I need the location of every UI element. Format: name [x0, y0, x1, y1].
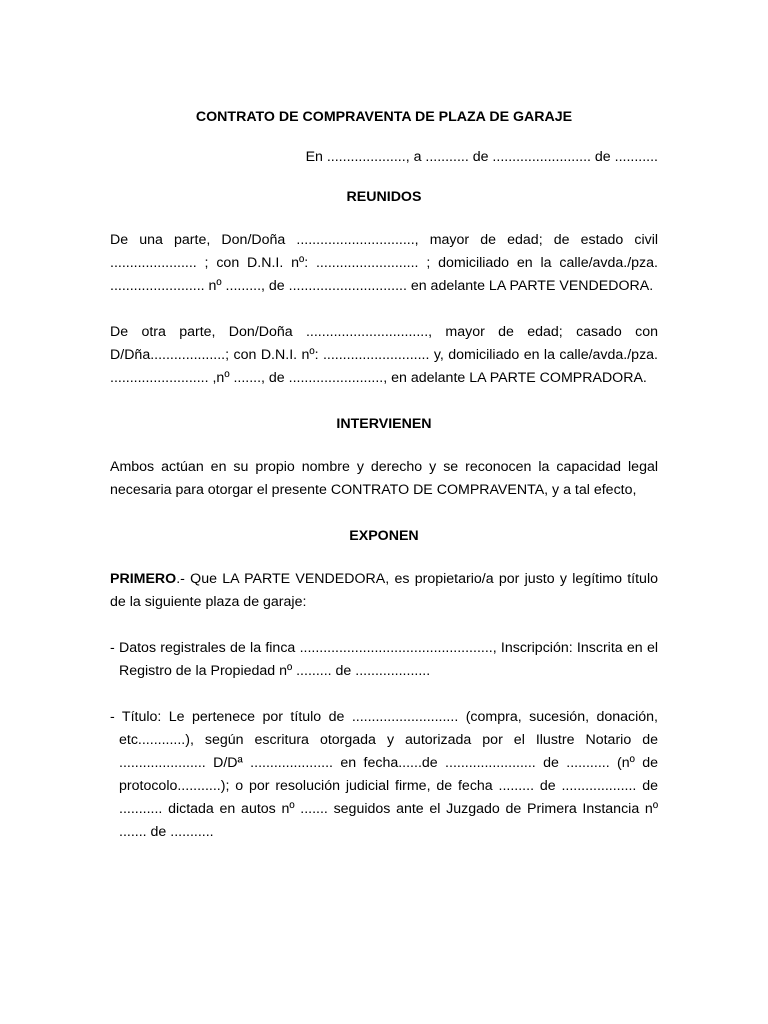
- document-title: CONTRATO DE COMPRAVENTA DE PLAZA DE GARAJE: [195, 109, 573, 125]
- document-page: [110, 106, 658, 844]
- primero-text: .- Que LA PARTE VENDEDORA, es propietario/a por justo y legítimo título de la siguiente plaza de garaje:: [110, 571, 658, 610]
- section-heading-exponen: EXPONEN: [349, 528, 419, 544]
- paragraph-datos-registrales: - Datos registrales de la finca ................................................., Inscripción: Inscrita en el Registro de la Propiedad nº ......... de ...................: [110, 640, 658, 679]
- section-heading-reunidos: REUNIDOS: [346, 189, 422, 205]
- section-heading-intervienen: INTERVIENEN: [336, 416, 432, 432]
- dateline: En ...................., a ........... de ......................... de ...........: [305, 149, 658, 165]
- paragraph-parte-vendedora: De una parte, Don/Doña .............................., mayor de edad; de estado civil ...................... ; con D.N.I. nº: .......................... ; domiciliado en la calle/avda./pza. ........................ nº ........., de .............................. en adelante LA PARTE VENDEDORA.: [110, 232, 658, 294]
- primero-label: PRIMERO: [110, 571, 177, 587]
- paragraph-primero: [110, 568, 658, 614]
- paragraph-parte-compradora: De otra parte, Don/Doña ..............................., mayor de edad; casado con D/Dña...................; con D.N.I. nº: ........................... y, domiciliado en la calle/avda./pza. ......................... ,nº ......., de ........................, en adelante LA PARTE COMPRADORA.: [110, 324, 658, 386]
- paragraph-titulo: - Título: Le pertenece por título de ........................... (compra, sucesión, donación, etc............), según escritura otorgada y autorizada por el Ilustre Notario de ...................... D/Dª ..................... en fecha......de ....................... de ........... (nº de protocolo...........); o por resolución judicial firme, de fecha ......... de ................... de ........... dictada en autos nº ....... seguidos ante el Juzgado de Primera Instancia nº ....... de ...........: [110, 709, 658, 840]
- paragraph-ambos: Ambos actúan en su propio nombre y derecho y se reconocen la capacidad legal necesaria para otorgar el presente CONTRATO DE COMPRAVENTA, y a tal efecto,: [110, 459, 658, 498]
